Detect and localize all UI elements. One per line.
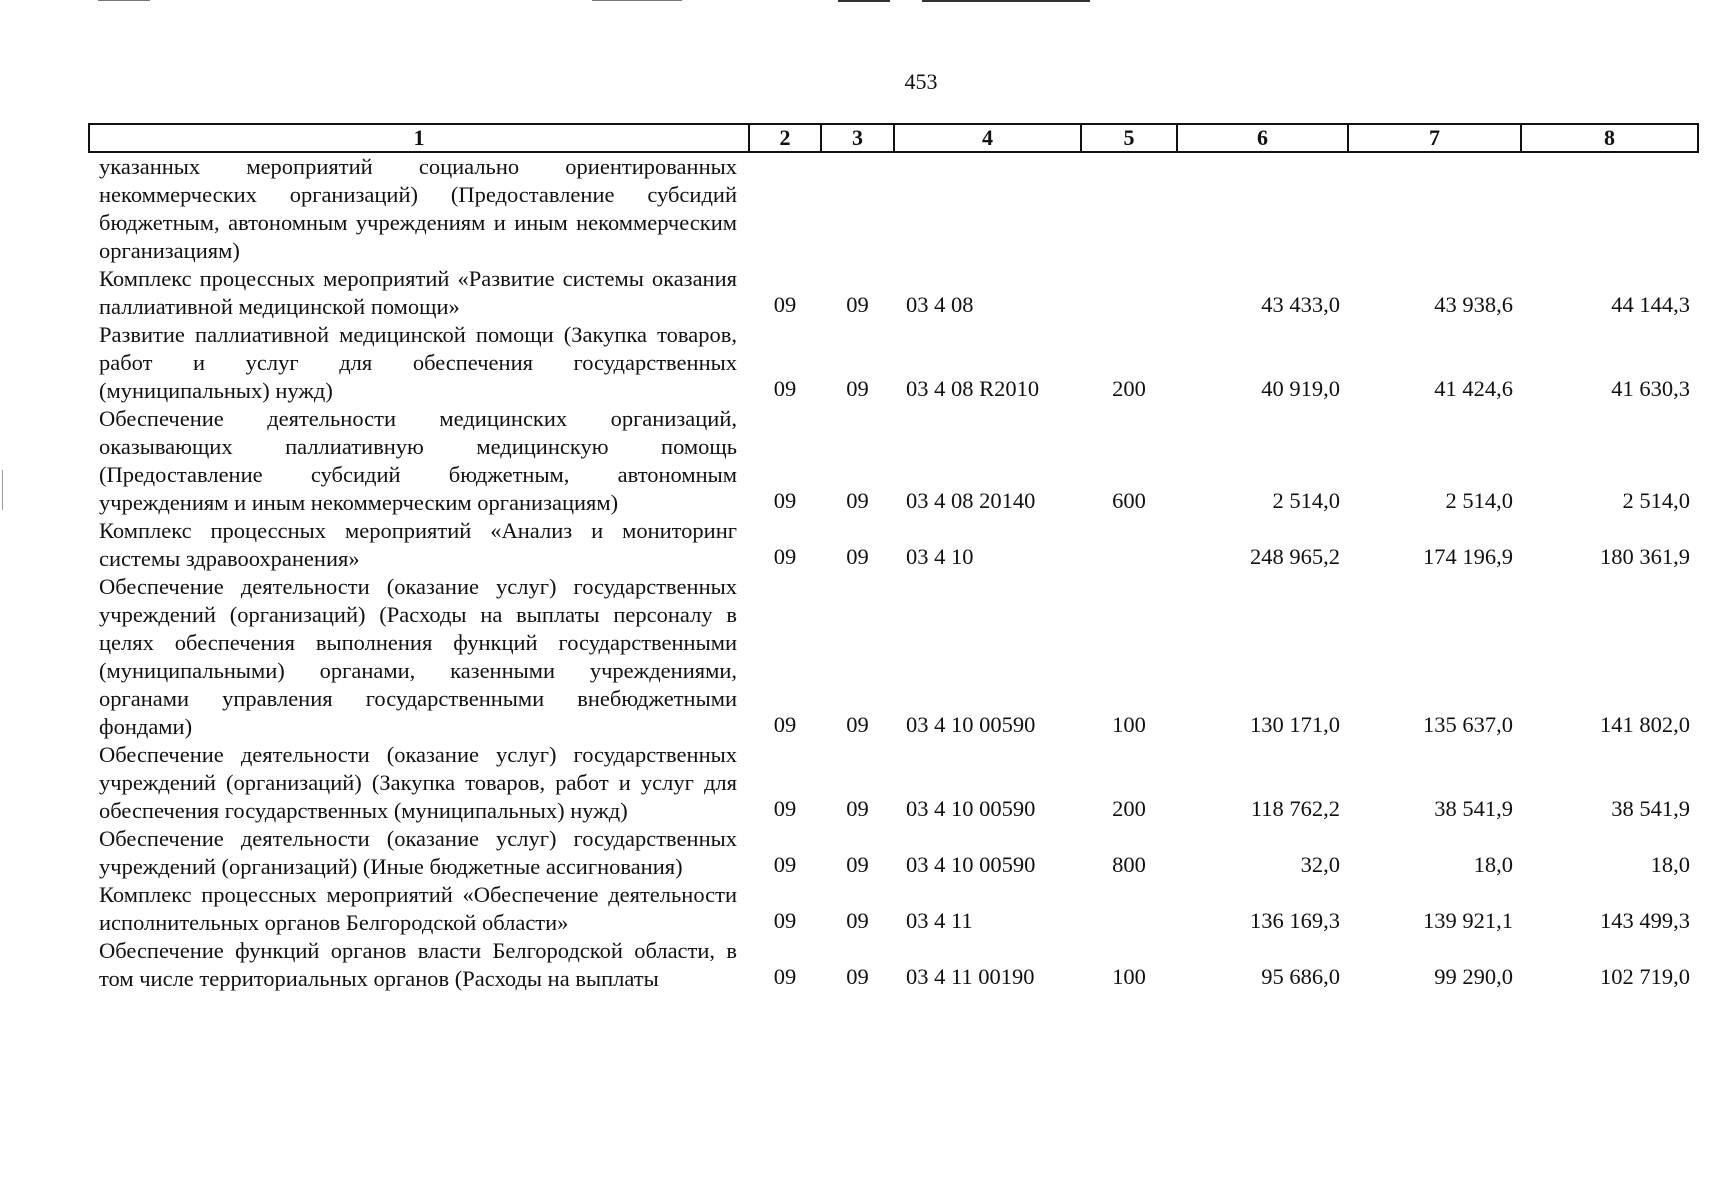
row-section: 09 xyxy=(773,544,797,569)
row-amount-6: 130 171,0 xyxy=(1250,712,1340,737)
row-section: 09 xyxy=(773,292,797,317)
header-col-5: 5 xyxy=(1081,124,1177,152)
row-section xyxy=(749,152,821,265)
row-section: 09 xyxy=(773,852,797,877)
row-target-code: 03 4 10 00590 xyxy=(906,852,1036,877)
row-amount-7: 43 938,6 xyxy=(1434,292,1513,317)
table-row xyxy=(89,152,1698,265)
scan-artifact-line xyxy=(838,0,890,2)
row-description: Обеспечение функций органов власти Белгородской области, в том числе территориальных органов (Расходы на выплаты xyxy=(99,938,737,991)
row-subsection: 09 xyxy=(846,712,869,737)
row-description: Обеспечение деятельности (оказание услуг) государственных учреждений (организаций) (Закупка товаров, работ и услуг для обеспечения государственных (муниципальных) нужд) xyxy=(99,742,737,823)
row-expense-type xyxy=(1081,152,1177,265)
row-amount-7: 174 196,9 xyxy=(1423,544,1513,569)
scan-artifact-line xyxy=(98,0,150,1)
table-row xyxy=(89,405,1698,517)
row-amount-8: 102 719,0 xyxy=(1600,964,1690,989)
row-subsection: 09 xyxy=(846,292,869,317)
row-amount-6: 95 686,0 xyxy=(1261,964,1340,989)
row-amount-6: 2 514,0 xyxy=(1272,488,1340,513)
row-expense-type xyxy=(1081,881,1177,937)
row-amount-8: 2 514,0 xyxy=(1622,488,1690,513)
row-amount-6: 248 965,2 xyxy=(1250,544,1340,569)
row-section: 09 xyxy=(773,796,797,821)
row-amount-7: 135 637,0 xyxy=(1423,712,1513,737)
row-amount-7 xyxy=(1348,152,1521,265)
table-row xyxy=(89,741,1698,825)
row-target-code xyxy=(894,152,1081,265)
row-amount-8: 141 802,0 xyxy=(1600,712,1690,737)
header-col-4: 4 xyxy=(894,124,1081,152)
header-col-1: 1 xyxy=(89,124,749,152)
scan-edge-mark xyxy=(2,470,3,510)
row-amount-7: 38 541,9 xyxy=(1434,796,1513,821)
row-section: 09 xyxy=(773,712,797,737)
row-amount-6: 43 433,0 xyxy=(1261,292,1340,317)
row-description: Обеспечение деятельности медицинских организаций, оказывающих паллиативную медицинскую помощь (Предоставление субсидий бюджетным, автономным учреждениям и иным некоммерческим организациям) xyxy=(99,406,737,515)
row-subsection: 09 xyxy=(846,852,869,877)
header-col-8: 8 xyxy=(1521,124,1698,152)
table-row xyxy=(89,881,1698,937)
row-amount-8: 180 361,9 xyxy=(1600,544,1690,569)
row-target-code: 03 4 08 R2010 xyxy=(906,376,1040,401)
scan-artifact-line xyxy=(592,0,682,1)
row-section: 09 xyxy=(773,488,797,513)
row-description: Развитие паллиативной медицинской помощи (Закупка товаров, работ и услуг для обеспечения государственных (муниципальных) нужд) xyxy=(99,322,737,403)
table-row xyxy=(89,321,1698,405)
header-col-3: 3 xyxy=(821,124,894,152)
row-section: 09 xyxy=(773,376,797,401)
row-amount-8: 38 541,9 xyxy=(1611,796,1690,821)
row-expense-type: 600 xyxy=(1112,488,1146,513)
row-target-code: 03 4 08 xyxy=(906,292,974,317)
row-subsection: 09 xyxy=(846,376,869,401)
row-target-code: 03 4 10 00590 xyxy=(906,712,1036,737)
page-number: 453 xyxy=(904,69,938,94)
row-amount-8: 143 499,3 xyxy=(1600,908,1690,933)
row-amount-6: 32,0 xyxy=(1300,852,1340,877)
row-amount-7: 41 424,6 xyxy=(1434,376,1513,401)
row-subsection xyxy=(821,152,894,265)
scan-artifact-line xyxy=(922,0,1090,2)
row-amount-8: 18,0 xyxy=(1650,852,1690,877)
header-col-7: 7 xyxy=(1348,124,1521,152)
row-expense-type: 200 xyxy=(1112,376,1146,401)
table-header xyxy=(89,124,1698,152)
row-target-code: 03 4 10 00590 xyxy=(906,796,1036,821)
table-row xyxy=(89,517,1698,573)
row-description: Комплекс процессных мероприятий «Обеспечение деятельности исполнительных органов Белгородской области» xyxy=(99,882,737,935)
table-row xyxy=(89,825,1698,881)
row-description: Обеспечение деятельности (оказание услуг) государственных учреждений (организаций) (Иные бюджетные ассигнования) xyxy=(99,826,737,879)
row-expense-type xyxy=(1081,265,1177,321)
row-amount-7: 2 514,0 xyxy=(1445,488,1513,513)
row-expense-type: 100 xyxy=(1112,712,1146,737)
table-body xyxy=(89,152,1698,993)
row-amount-6: 118 762,2 xyxy=(1250,796,1340,821)
row-description: Комплекс процессных мероприятий «Анализ и мониторинг системы здравоохранения» xyxy=(99,518,737,571)
row-amount-7: 18,0 xyxy=(1473,852,1513,877)
row-target-code: 03 4 08 20140 xyxy=(906,488,1036,513)
row-section: 09 xyxy=(773,908,797,933)
row-expense-type: 200 xyxy=(1112,796,1146,821)
row-description: Обеспечение деятельности (оказание услуг) государственных учреждений (организаций) (Расходы на выплаты персоналу в целях обеспечения выполнения функций государственными (муниципальными) органами, казенными учреждениями, органами управления государственными внебюджетными фондами) xyxy=(99,574,737,739)
header-col-6: 6 xyxy=(1177,124,1348,152)
table-row xyxy=(89,573,1698,741)
header-row xyxy=(89,124,1698,152)
row-amount-7: 139 921,1 xyxy=(1423,908,1513,933)
budget-table xyxy=(88,123,1699,993)
row-amount-6: 40 919,0 xyxy=(1261,376,1340,401)
row-amount-6: 136 169,3 xyxy=(1250,908,1340,933)
table-row xyxy=(89,265,1698,321)
row-amount-6 xyxy=(1177,152,1348,265)
row-expense-type: 100 xyxy=(1112,964,1146,989)
row-subsection: 09 xyxy=(846,964,869,989)
row-subsection: 09 xyxy=(846,544,869,569)
row-target-code: 03 4 11 00190 xyxy=(906,964,1035,989)
row-amount-8: 44 144,3 xyxy=(1611,292,1690,317)
row-subsection: 09 xyxy=(846,488,869,513)
row-subsection: 09 xyxy=(846,796,869,821)
row-description: Комплекс процессных мероприятий «Развитие системы оказания паллиативной медицинской помощи» xyxy=(99,266,737,319)
row-amount-8: 41 630,3 xyxy=(1611,376,1690,401)
row-expense-type xyxy=(1081,517,1177,573)
row-section: 09 xyxy=(773,964,797,989)
row-subsection: 09 xyxy=(846,908,869,933)
row-target-code: 03 4 10 xyxy=(906,544,974,569)
row-description: указанных мероприятий социально ориентированных некоммерческих организаций) (Предоставление субсидий бюджетным, автономным учреждениям и иным некоммерческим организациям) xyxy=(99,154,737,263)
row-amount-8 xyxy=(1521,152,1698,265)
row-target-code: 03 4 11 xyxy=(906,908,973,933)
row-expense-type: 800 xyxy=(1112,852,1146,877)
header-col-2: 2 xyxy=(749,124,821,152)
row-amount-7: 99 290,0 xyxy=(1434,964,1513,989)
table-row xyxy=(89,937,1698,993)
